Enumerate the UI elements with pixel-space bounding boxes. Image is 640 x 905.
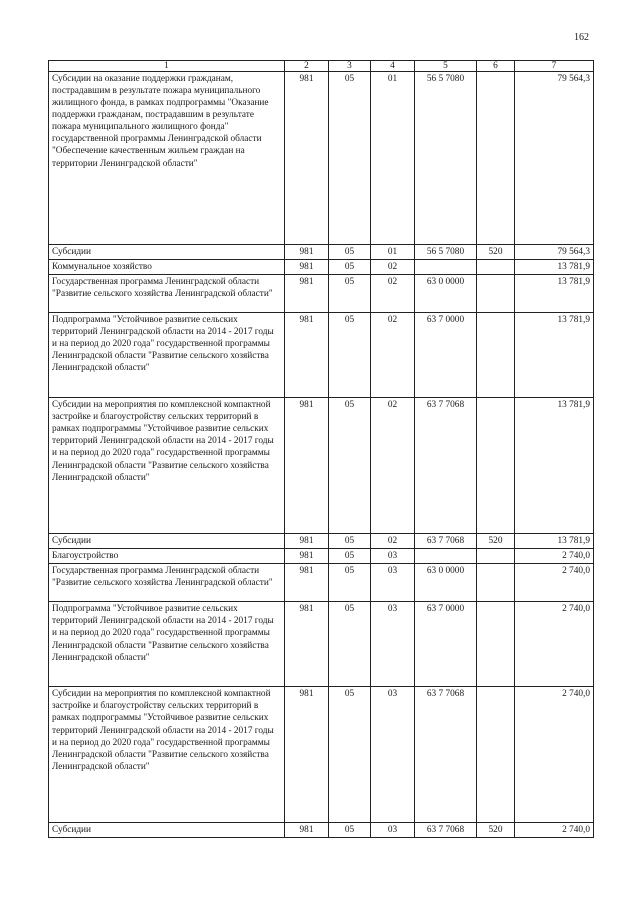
cell-subsection: 03 — [371, 564, 415, 602]
cell-admin-code: 981 — [285, 398, 329, 534]
cell-section: 05 — [329, 245, 371, 260]
table-row — [49, 687, 594, 823]
row-name: Субсидии на мероприятия по комплексной компактной застройке и благоустройству сельских территорий в рамках подпрограммы "Устойчивое развитие сельских территорий Ленинградской области на 2014 - 2017 годы и на период до 2020 года" государственной программы Ленинградской области "Развитие сельского хозяйства Ленинградской области" — [49, 398, 285, 534]
cell-amount: 13 781,9 — [515, 275, 594, 313]
cell-expense-type — [477, 398, 515, 534]
cell-expense-type — [477, 687, 515, 823]
cell-expense-type — [477, 602, 515, 687]
column-number: 1 — [49, 61, 285, 72]
column-number: 5 — [415, 61, 477, 72]
column-number: 2 — [285, 61, 329, 72]
budget-table — [48, 60, 594, 838]
table-row — [49, 275, 594, 313]
cell-expense-type: 520 — [477, 534, 515, 549]
cell-target-code: 63 7 7068 — [415, 823, 477, 838]
cell-section: 05 — [329, 398, 371, 534]
cell-target-code: 56 5 7080 — [415, 72, 477, 245]
cell-admin-code: 981 — [285, 564, 329, 602]
table-row — [49, 823, 594, 838]
cell-admin-code: 981 — [285, 549, 329, 564]
cell-section: 05 — [329, 823, 371, 838]
row-name: Государственная программа Ленинградской области "Развитие сельского хозяйства Ленинградской области" — [49, 564, 285, 602]
cell-expense-type — [477, 564, 515, 602]
cell-amount: 79 564,3 — [515, 72, 594, 245]
row-name: Субсидии — [49, 245, 285, 260]
cell-target-code: 63 7 0000 — [415, 313, 477, 398]
cell-target-code: 63 7 7068 — [415, 534, 477, 549]
table-row — [49, 260, 594, 275]
cell-section: 05 — [329, 275, 371, 313]
cell-amount: 2 740,0 — [515, 602, 594, 687]
cell-target-code: 63 7 7068 — [415, 687, 477, 823]
cell-expense-type: 520 — [477, 823, 515, 838]
cell-amount: 13 781,9 — [515, 398, 594, 534]
row-name: Благоустройство — [49, 549, 285, 564]
table-row — [49, 534, 594, 549]
cell-amount: 13 781,9 — [515, 313, 594, 398]
cell-subsection: 03 — [371, 549, 415, 564]
cell-admin-code: 981 — [285, 275, 329, 313]
cell-section: 05 — [329, 549, 371, 564]
cell-target-code: 56 5 7080 — [415, 245, 477, 260]
row-name: Государственная программа Ленинградской области "Развитие сельского хозяйства Ленинградской области" — [49, 275, 285, 313]
cell-expense-type — [477, 313, 515, 398]
cell-admin-code: 981 — [285, 687, 329, 823]
cell-section: 05 — [329, 260, 371, 275]
cell-section: 05 — [329, 602, 371, 687]
cell-subsection: 03 — [371, 823, 415, 838]
cell-subsection: 02 — [371, 398, 415, 534]
column-number: 3 — [329, 61, 371, 72]
cell-subsection: 03 — [371, 687, 415, 823]
cell-admin-code: 981 — [285, 823, 329, 838]
column-number: 4 — [371, 61, 415, 72]
cell-subsection: 03 — [371, 602, 415, 687]
cell-expense-type — [477, 260, 515, 275]
cell-amount: 2 740,0 — [515, 687, 594, 823]
table-row — [49, 564, 594, 602]
cell-admin-code: 981 — [285, 72, 329, 245]
cell-target-code — [415, 549, 477, 564]
cell-admin-code: 981 — [285, 313, 329, 398]
cell-section: 05 — [329, 564, 371, 602]
cell-section: 05 — [329, 313, 371, 398]
column-number-row — [49, 61, 594, 72]
page-number: 162 — [574, 32, 589, 43]
table-row — [49, 602, 594, 687]
row-name: Коммунальное хозяйство — [49, 260, 285, 275]
cell-target-code — [415, 260, 477, 275]
cell-section: 05 — [329, 687, 371, 823]
table-row — [49, 72, 594, 245]
cell-target-code: 63 7 7068 — [415, 398, 477, 534]
cell-expense-type — [477, 275, 515, 313]
cell-admin-code: 981 — [285, 602, 329, 687]
cell-subsection: 02 — [371, 534, 415, 549]
cell-admin-code: 981 — [285, 260, 329, 275]
row-name: Субсидии — [49, 823, 285, 838]
cell-section: 05 — [329, 534, 371, 549]
cell-amount: 2 740,0 — [515, 549, 594, 564]
cell-amount: 2 740,0 — [515, 823, 594, 838]
row-name: Подпрограмма "Устойчивое развитие сельских территорий Ленинградской области на 2014 - 2017 годы и на период до 2020 года" государственной программы Ленинградской области "Развитие сельского хозяйства Ленинградской области" — [49, 313, 285, 398]
row-name: Субсидии на мероприятия по комплексной компактной застройке и благоустройству сельских территорий в рамках подпрограммы "Устойчивое развитие сельских территорий Ленинградской области на 2014 - 2017 годы и на период до 2020 года" государственной программы Ленинградской области "Развитие сельского хозяйства Ленинградской области" — [49, 687, 285, 823]
table-row — [49, 245, 594, 260]
cell-target-code: 63 0 0000 — [415, 564, 477, 602]
cell-admin-code: 981 — [285, 534, 329, 549]
row-name: Субсидии — [49, 534, 285, 549]
row-name: Субсидии на оказание поддержки гражданам, пострадавшим в результате пожара муниципального жилищного фонда, в рамках подпрограммы "Оказание поддержки гражданам, пострадавшим в результате пожара муниципального жилищного фонда" государственной программы Ленинградской области "Обеспечение качественным жильем граждан на территории Ленинградской области" — [49, 72, 285, 245]
row-name: Подпрограмма "Устойчивое развитие сельских территорий Ленинградской области на 2014 - 2017 годы и на период до 2020 года" государственной программы Ленинградской области "Развитие сельского хозяйства Ленинградской области" — [49, 602, 285, 687]
cell-admin-code: 981 — [285, 245, 329, 260]
cell-expense-type — [477, 72, 515, 245]
column-number: 7 — [515, 61, 594, 72]
cell-subsection: 02 — [371, 275, 415, 313]
cell-target-code: 63 7 0000 — [415, 602, 477, 687]
table-row — [49, 549, 594, 564]
column-number: 6 — [477, 61, 515, 72]
cell-subsection: 01 — [371, 245, 415, 260]
cell-amount: 13 781,9 — [515, 260, 594, 275]
cell-section: 05 — [329, 72, 371, 245]
cell-subsection: 01 — [371, 72, 415, 245]
cell-expense-type: 520 — [477, 245, 515, 260]
table-row — [49, 398, 594, 534]
cell-subsection: 02 — [371, 313, 415, 398]
cell-amount: 13 781,9 — [515, 534, 594, 549]
cell-amount: 2 740,0 — [515, 564, 594, 602]
cell-subsection: 02 — [371, 260, 415, 275]
cell-amount: 79 564,3 — [515, 245, 594, 260]
table-row — [49, 313, 594, 398]
cell-expense-type — [477, 549, 515, 564]
cell-target-code: 63 0 0000 — [415, 275, 477, 313]
